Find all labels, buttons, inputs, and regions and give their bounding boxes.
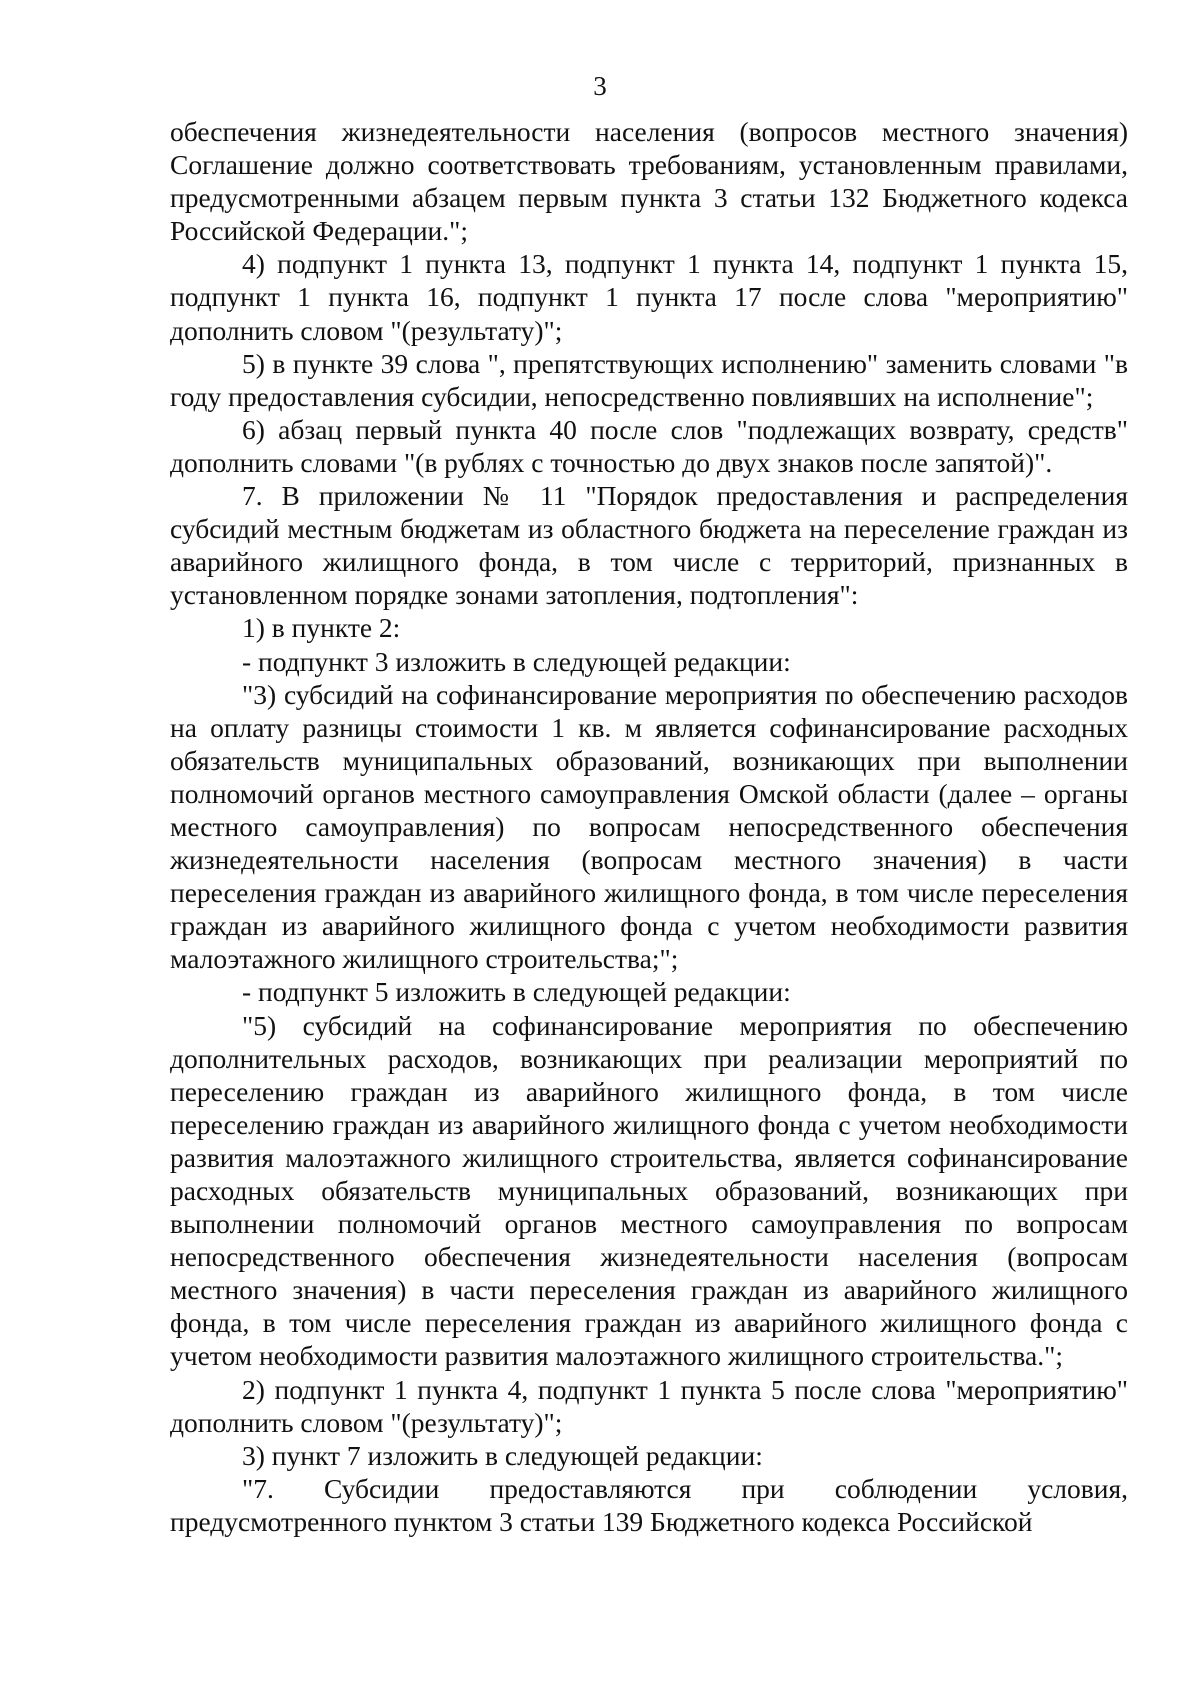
page-number: 3 xyxy=(593,71,607,101)
paragraph: - подпункт 3 изложить в следующей редакции: xyxy=(242,645,791,677)
paragraph: - подпункт 5 изложить в следующей редакции: xyxy=(242,976,791,1008)
document-body xyxy=(170,115,1128,1538)
paragraph: обеспечения жизнедеятельности населения (вопросов местного значения) Соглашение должно соответствовать требованиям, установленным правилами, предусмотренными абзацем первым пункта 3 статьи 132 Бюджетного кодекса Российской Федерации."; xyxy=(170,116,1128,247)
paragraph: "7. Субсидии предоставляются при соблюдении условия, предусмотренного пунктом 3 статьи 139 Бюджетного кодекса Российской xyxy=(170,1472,1128,1537)
paragraph: 4) подпункт 1 пункта 13, подпункт 1 пункта 14, подпункт 1 пункта 15, подпункт 1 пункта 16, подпункт 1 пункта 17 после слова "мероприятию" дополнить словом "(результату)"; xyxy=(170,248,1128,346)
paragraph: 2) подпункт 1 пункта 4, подпункт 1 пункта 5 после слова "мероприятию" дополнить словом "(результату)"; xyxy=(170,1373,1128,1438)
paragraph: 7. В приложении № 11 "Порядок предоставления и распределения субсидий местным бюджетам из областного бюджета на переселение граждан из аварийного жилищного фонда, в том числе с территорий, признанных в установленном порядке зонами затопления, подтопления": xyxy=(170,480,1128,611)
paragraph: 5) в пункте 39 слова ", препятствующих исполнению" заменить словами "в году предоставления субсидии, непосредственно повлиявших на исполнение"; xyxy=(170,347,1128,412)
paragraph: 6) абзац первый пункта 40 после слов "подлежащих возврату, средств" дополнить словами "(в рублях с точностью до двух знаков после запятой)". xyxy=(170,413,1128,478)
paragraph: 1) в пункте 2: xyxy=(242,612,401,644)
paragraph: "3) субсидий на софинансирование мероприятия по обеспечению расходов на оплату разницы стоимости 1 кв. м является софинансирование расходных обязательств муниципальных образований, возникающих при выполнении полномочий органов местного самоуправления Омской области (далее – органы местного самоуправления) по вопросам непосредственного обеспечения жизнедеятельности населения (вопросам местного значения) в части переселения граждан из аварийного жилищного фонда, в том числе переселения граждан из аварийного жилищного фонда с учетом необходимости развития малоэтажного жилищного строительства;"; xyxy=(170,678,1128,975)
paragraph: 3) пункт 7 изложить в следующей редакции: xyxy=(242,1439,763,1471)
paragraph: "5) субсидий на софинансирование мероприятия по обеспечению дополнительных расходов, возникающих при реализации мероприятий по переселению граждан из аварийного жилищного фонда, в том числе переселению граждан из аварийного жилищного фонда с учетом необходимости развития малоэтажного жилищного строительства, является софинансирование расходных обязательств муниципальных образований, возникающих при выполнении полномочий органов местного самоуправления по вопросам непосредственного обеспечения жизнедеятельности населения (вопросам местного значения) в части переселения граждан из аварийного жилищного фонда, в том числе переселения граждан из аварийного жилищного фонда с учетом необходимости развития малоэтажного жилищного строительства."; xyxy=(170,1009,1128,1372)
